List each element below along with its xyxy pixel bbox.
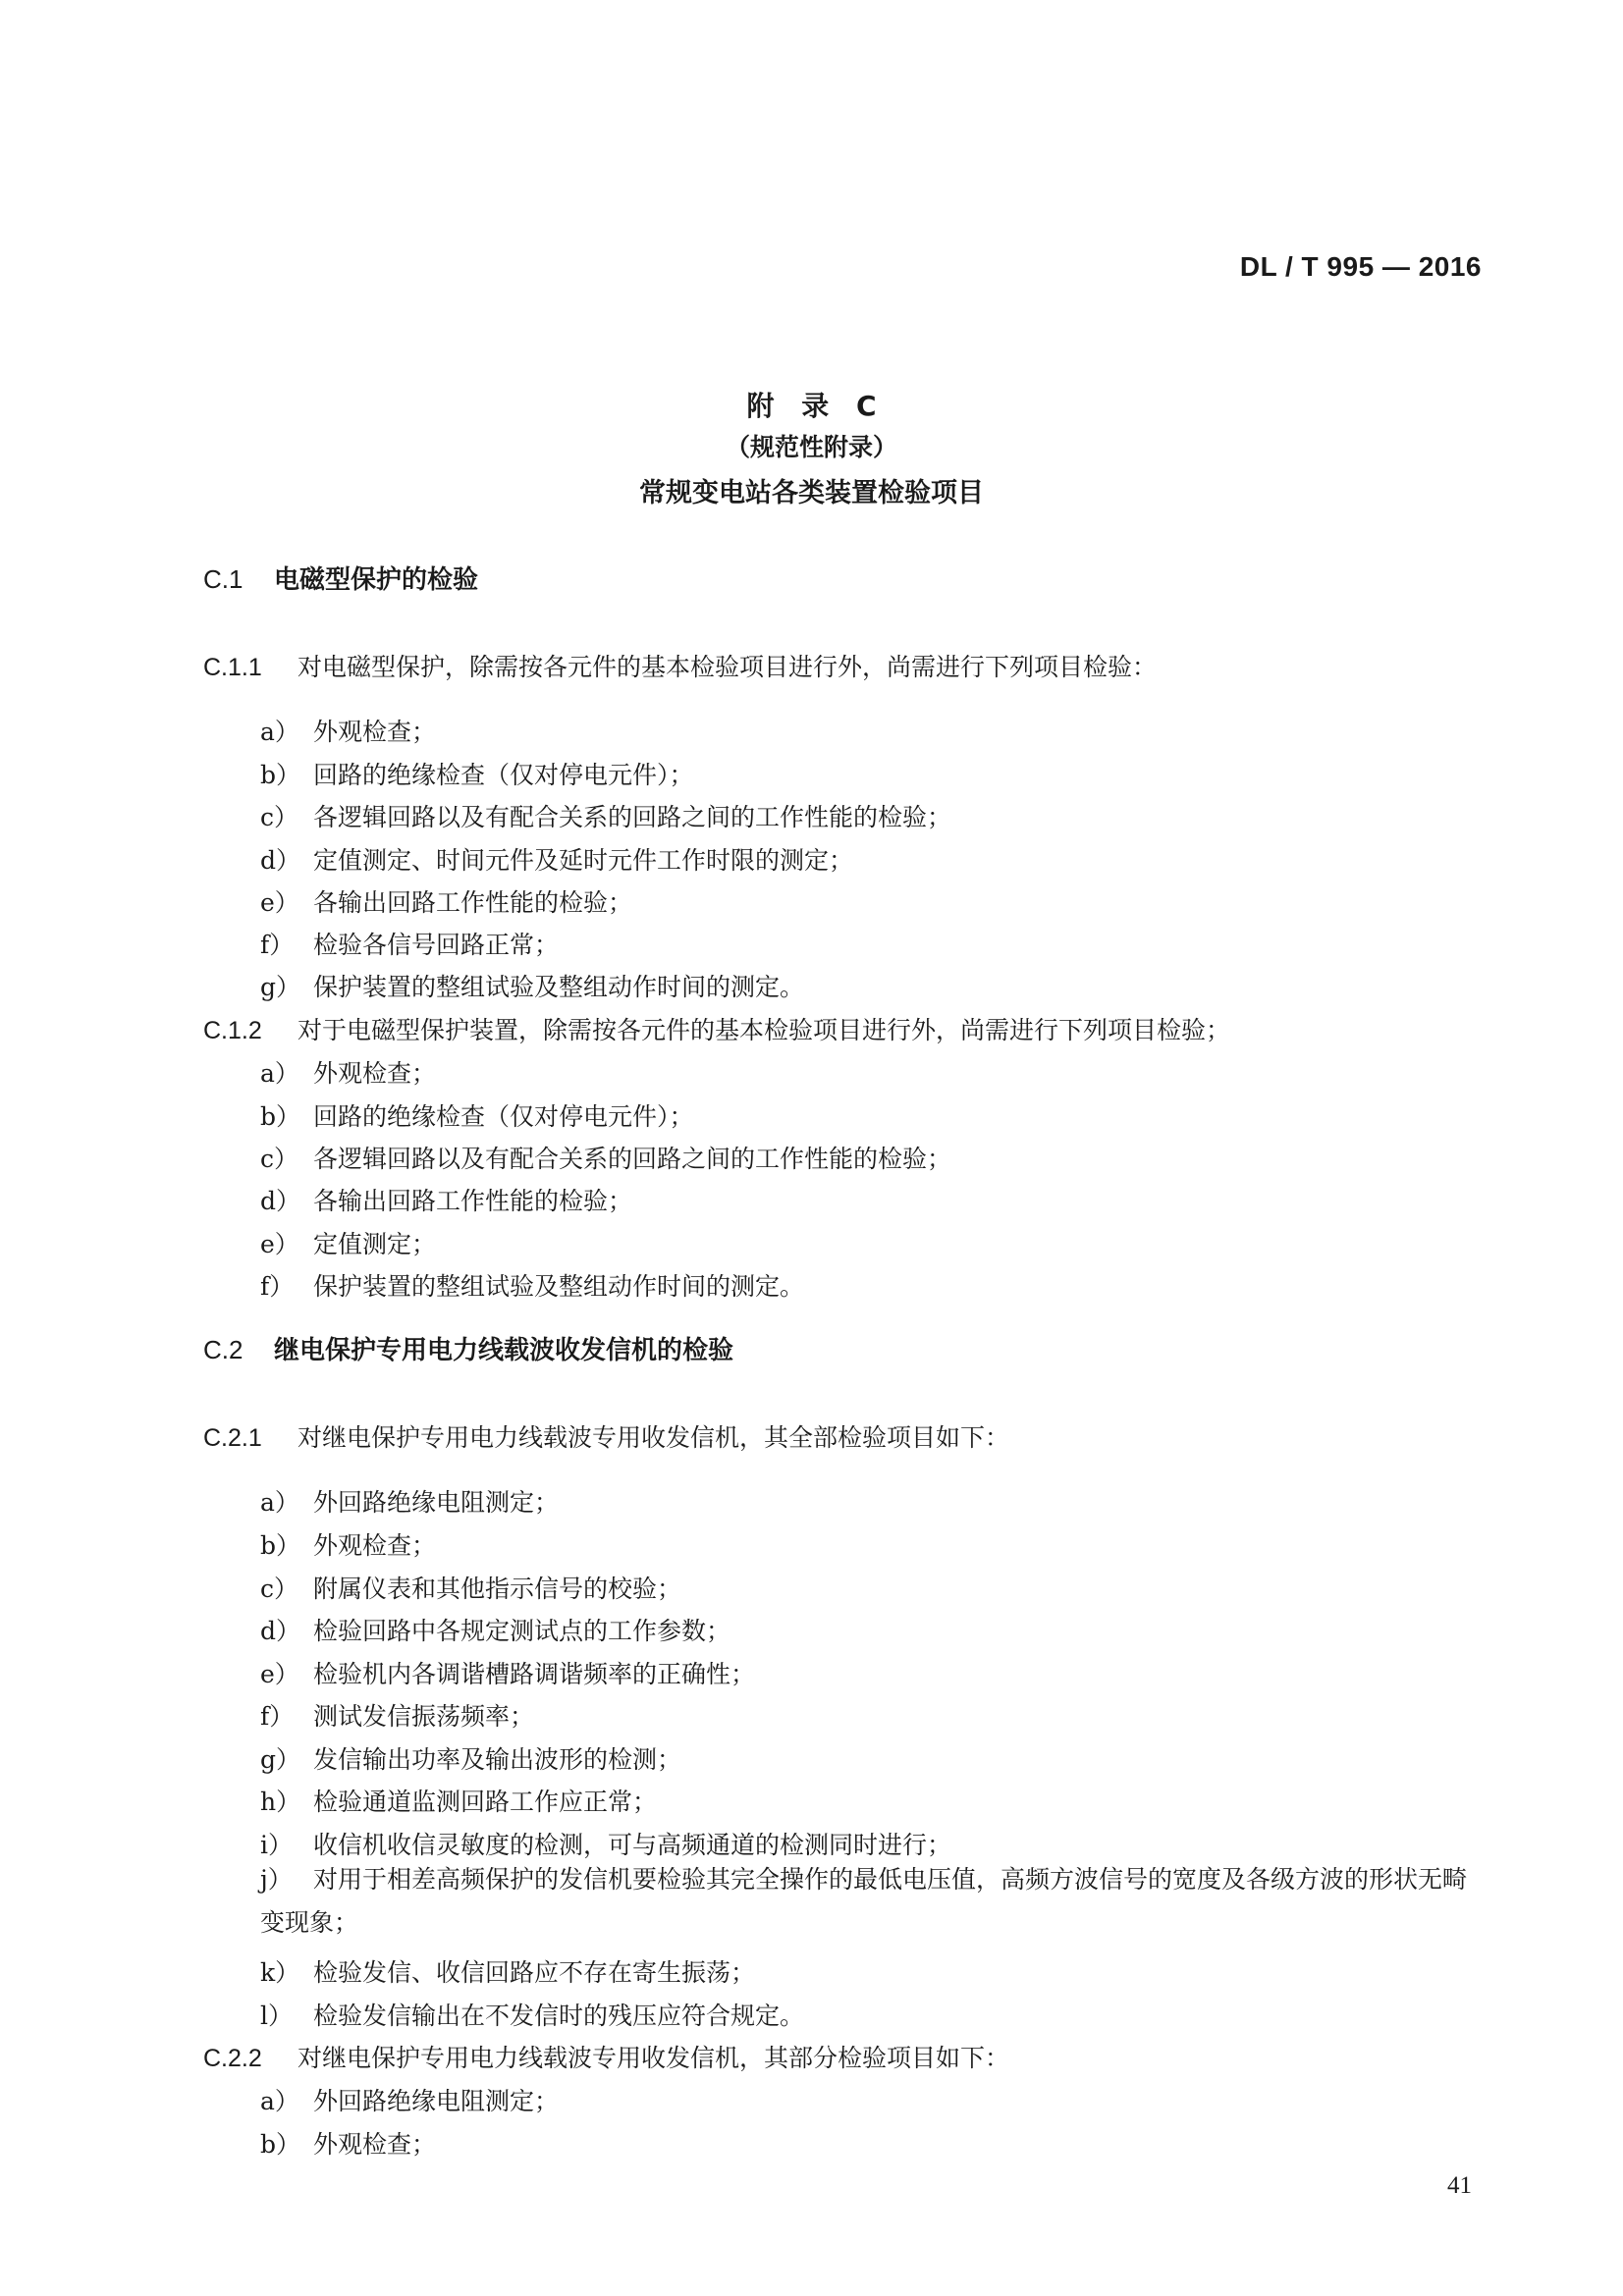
- list-item: b） 外观检查；: [260, 2130, 437, 2159]
- clause-c2-1: [203, 1418, 1009, 1454]
- list-item: g） 保护装置的整组试验及整组动作时间的测定。: [260, 973, 805, 1001]
- section-title: 电磁型保护的检验: [274, 565, 479, 595]
- clause-c1-2: [203, 1011, 1230, 1046]
- list-item: e） 各输出回路工作性能的检验；: [260, 888, 633, 917]
- clause-number: C.1.2: [203, 1017, 262, 1044]
- section-number: C.2: [203, 1335, 243, 1364]
- list-item: g） 发信输出功率及输出波形的检测；: [260, 1745, 682, 1774]
- clause-number: C.2.1: [203, 1424, 262, 1452]
- list-item: i） 收信机收信灵敏度的检测，可与高频通道的检测同时进行；: [260, 1831, 952, 1859]
- list-item: a） 外观检查；: [260, 718, 437, 746]
- list-item: a） 外回路绝缘电阻测定；: [260, 2087, 560, 2115]
- section-heading-c1: [203, 560, 478, 596]
- standard-code: DL / T 995 — 2016: [1239, 251, 1482, 282]
- section-heading-c2: [203, 1330, 733, 1366]
- appendix-subtitle: （规范性附录）: [725, 433, 897, 461]
- list-item: b） 外观检查；: [260, 1531, 437, 1560]
- list-item: k） 检验发信、收信回路应不存在寄生振荡；: [260, 1958, 756, 1987]
- list-item: l） 检验发信输出在不发信时的残压应符合规定。: [260, 2002, 805, 2030]
- appendix-title: 附 录 C: [746, 390, 877, 422]
- section-title: 继电保护专用电力线载波收发信机的检验: [274, 1336, 734, 1365]
- list-item: j） 对用于相差高频保护的发信机要检验其完全操作的最低电压值，高频方波信号的宽度及各级方波的形状无畸变现象；: [260, 1865, 1468, 1937]
- clause-number: C.1.1: [203, 654, 262, 681]
- clause-number: C.2.2: [203, 2045, 262, 2072]
- clause-text: 对于电磁型保护装置，除需按各元件的基本检验项目进行外，尚需进行下列项目检验；: [298, 1016, 1231, 1044]
- list-item: h） 检验通道监测回路工作应正常；: [260, 1788, 658, 1816]
- section-number: C.1: [203, 564, 243, 594]
- clause-text: 对继电保护专用电力线载波专用收发信机，其部分检验项目如下：: [298, 2044, 1010, 2072]
- page-number: 41: [1447, 2172, 1472, 2199]
- clause-c2-2: [203, 2039, 1009, 2074]
- appendix-name: 常规变电站各类装置检验项目: [639, 478, 984, 508]
- list-item: d） 各输出回路工作性能的检验；: [260, 1187, 633, 1215]
- list-item: c） 各逻辑回路以及有配合关系的回路之间的工作性能的检验；: [260, 803, 952, 831]
- list-item: d） 定值测定、时间元件及延时元件工作时限的测定；: [260, 846, 854, 875]
- list-item: a） 外观检查；: [260, 1059, 437, 1088]
- clause-text: 对电磁型保护，除需按各元件的基本检验项目进行外，尚需进行下列项目检验：: [298, 653, 1158, 681]
- list-item: e） 检验机内各调谐槽路调谐频率的正确性；: [260, 1660, 756, 1688]
- list-item: c） 各逻辑回路以及有配合关系的回路之间的工作性能的检验；: [260, 1145, 952, 1173]
- list-item: f） 测试发信振荡频率；: [260, 1702, 535, 1731]
- list-item: d） 检验回路中各规定测试点的工作参数；: [260, 1617, 731, 1645]
- list-item: e） 定值测定；: [260, 1230, 437, 1258]
- list-item: f） 保护装置的整组试验及整组动作时间的测定。: [260, 1272, 805, 1301]
- list-item: f） 检验各信号回路正常；: [260, 931, 560, 959]
- clause-text: 对继电保护专用电力线载波专用收发信机，其全部检验项目如下：: [298, 1423, 1010, 1452]
- clause-c1-1: [203, 648, 1157, 683]
- list-item: c） 附属仪表和其他指示信号的校验；: [260, 1575, 682, 1603]
- list-item: b） 回路的绝缘检查（仅对停电元件）；: [260, 1102, 694, 1131]
- list-item: b） 回路的绝缘检查（仅对停电元件）；: [260, 761, 694, 789]
- list-item: a） 外回路绝缘电阻测定；: [260, 1488, 560, 1517]
